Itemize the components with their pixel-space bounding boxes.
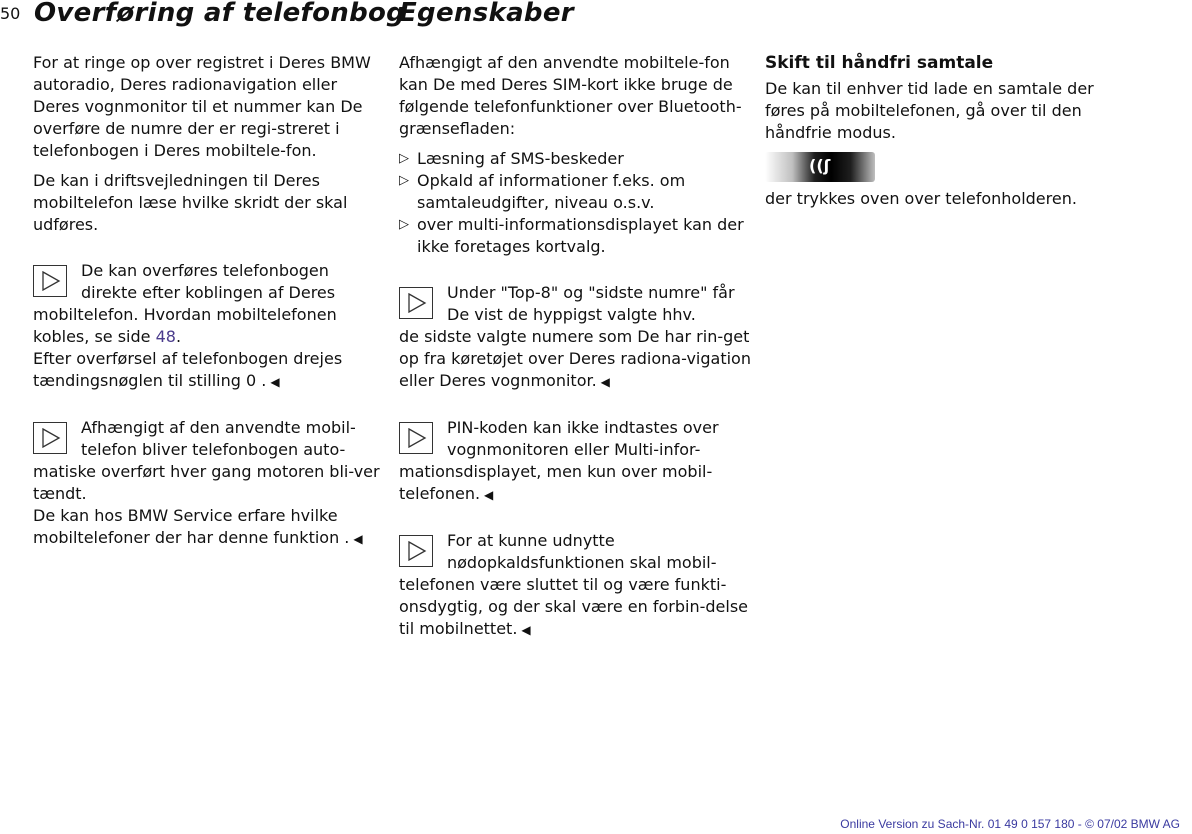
footer-text: Online Version zu Sach-Nr. 01 49 0 157 180 - © 07/02 BMW AG — [840, 817, 1180, 831]
list-item — [399, 170, 751, 214]
column-3 — [765, 52, 1115, 218]
paragraph: der trykkes oven over telefonholderen. — [765, 189, 1077, 208]
note-block — [33, 417, 385, 550]
note-text: De kan hos BMW Service erfare hvilke mobiltelefoner der har denne funktion . — [33, 506, 350, 547]
note-lead-text: De kan overføres telefonbogen direkte efter koblingen af Deres — [81, 261, 336, 302]
note-lead-text: Afhængigt af den anvendte mobil-telefon bliver telefonbogen auto- — [81, 418, 356, 459]
bullet-arrow-icon: ▷ — [399, 151, 409, 166]
page-link[interactable]: 48 — [155, 327, 176, 346]
page-title-left: Overføring af telefonbog — [34, 0, 406, 28]
note-text: mobiltelefon. Hvordan mobiltelefonen kobles, se side — [33, 305, 337, 346]
paragraph: De kan i driftsvejledningen til Deres mobiltelefon læse hvilke skridt der skal udføres. — [33, 171, 348, 234]
column-1 — [33, 52, 385, 550]
note-text-end: . — [175, 327, 182, 346]
note-lead-text: Under "Top-8" og "sidste numre" får De vist de hyppigst valgte hhv. — [447, 283, 735, 324]
end-mark-icon: ◀ — [270, 375, 280, 389]
note-block — [399, 530, 751, 641]
end-mark-icon: ◀ — [353, 532, 363, 546]
note-lead-text: For at kunne udnytte nødopkaldsfunktionen skal mobil- — [447, 531, 717, 572]
note-text: mationsdisplayet, men kun over mobil-telefonen. — [399, 462, 713, 503]
paragraph: De kan til enhver tid lade en samtale der føres på mobiltelefonen, gå over til den håndfrie modus. — [765, 79, 1094, 142]
list-item — [399, 214, 751, 258]
note-block — [399, 417, 751, 506]
list-item-text: over multi-informationsdisplayet kan der ikke foretages kortvalg. — [417, 215, 744, 256]
handsfree-icon: ((ʃ — [809, 156, 831, 175]
list-item-text: Opkald af informationer f.eks. om samtaleudgifter, niveau o.s.v. — [417, 171, 686, 212]
note-block — [33, 260, 385, 393]
section-heading: Skift til håndfri samtale — [765, 53, 994, 73]
note-text: Efter overførsel af telefonbogen drejes tændingsnøglen til stilling 0 . — [33, 349, 343, 390]
page-number: 50 — [0, 4, 21, 23]
bullet-list — [399, 148, 751, 258]
play-triangle-icon — [399, 422, 433, 454]
play-triangle-icon — [399, 535, 433, 567]
note-text: matiske overført hver gang motoren bli-ver tændt. — [33, 462, 380, 503]
end-mark-icon: ◀ — [484, 488, 494, 502]
note-text: telefonen være sluttet til og være funkti-onsdygtig, og der skal være en forbin-delse til mobilnettet. — [399, 575, 748, 638]
note-text: de sidste valgte numere som De har rin-get op fra køretøjet over Deres radiona-vigation eller Deres vognmonitor. — [399, 327, 751, 390]
play-triangle-icon — [33, 422, 67, 454]
paragraph: For at ringe op over registret i Deres BMW autoradio, Deres radionavigation eller Deres vognmonitor til et nummer kan De overføre de numre der er regi-streret i telefonbogen i Deres mobiltele-fon. — [33, 53, 371, 160]
play-triangle-icon — [399, 287, 433, 319]
end-mark-icon: ◀ — [521, 623, 531, 637]
note-lead-text: PIN-koden kan ikke indtastes over vognmonitoren eller Multi-infor- — [447, 418, 719, 459]
list-item-text: Læsning af SMS-beskeder — [417, 149, 624, 168]
play-triangle-icon — [33, 265, 67, 297]
page-title-right: Egenskaber — [399, 0, 574, 28]
column-2 — [399, 52, 751, 641]
note-block — [399, 282, 751, 393]
paragraph: Afhængigt af den anvendte mobiltele-fon kan De med Deres SIM-kort ikke bruge de følgende telefonfunktioner over Bluetooth-grænsefladen: — [399, 53, 742, 138]
end-mark-icon: ◀ — [600, 375, 610, 389]
list-item — [399, 148, 751, 170]
bullet-arrow-icon: ▷ — [399, 173, 409, 188]
handsfree-button-image — [765, 152, 875, 182]
bullet-arrow-icon: ▷ — [399, 217, 409, 232]
